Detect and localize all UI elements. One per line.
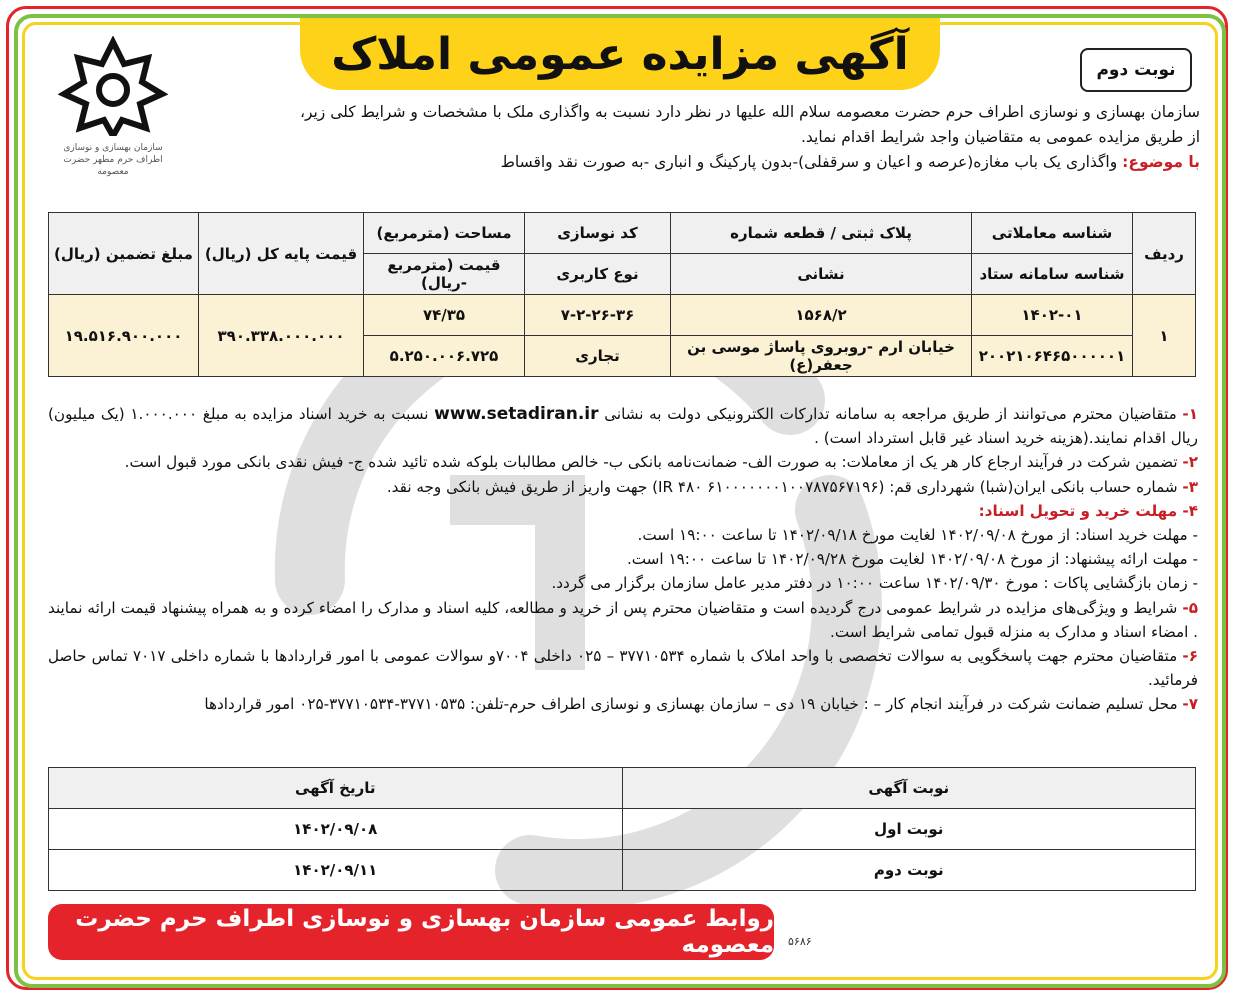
header-row-index: ردیف xyxy=(1133,213,1196,295)
header-address: نشانی xyxy=(671,254,972,295)
conditions-list xyxy=(48,402,1198,717)
header-ad-turn: نوبت آگهی xyxy=(622,768,1196,809)
subject-line xyxy=(200,150,1200,175)
table-row xyxy=(49,850,1196,891)
cell-area: ۷۴/۳۵ xyxy=(364,295,525,336)
cell-plaque: ۱۵۶۸/۲ xyxy=(671,295,972,336)
condition-4-title: ۴- مهلت خرید و تحویل اسناد: xyxy=(978,501,1198,520)
header-unit-price: قیمت (مترمربع -ریال) xyxy=(364,254,525,295)
intro-text xyxy=(200,100,1200,175)
header-guarantee: مبلغ تضمین (ریال) xyxy=(49,213,199,295)
organization-logo-icon xyxy=(58,36,168,136)
subject-text: واگذاری یک باب مغازه(عرصه و اعیان و سرقفلی)-بدون پارکینگ و انباری -به صورت نقد واقساط xyxy=(500,153,1123,171)
cell-date: ۱۴۰۲/۰۹/۰۸ xyxy=(49,809,623,850)
condition-4b: - مهلت ارائه پیشنهاد: از مورخ ۱۴۰۲/۰۹/۰۸ لغایت مورخ ۱۴۰۲/۰۹/۲۸ تا ساعت ۱۹:۰۰ است. xyxy=(626,550,1198,569)
cell-deal-id: ۱۴۰۲-۰۱ xyxy=(972,295,1133,336)
cell-index: ۱ xyxy=(1133,295,1196,377)
condition-5: ۵- شرایط و ویژگی‌های مزایده در شرایط عمومی درج گردیده است و متقاضیان محترم پس از خرید و مطالعه، کلیه اسناد و مدارک را امضاء کرده و به همراه پیشنهاد قیمت ارائه نمایند . امضاء اسناد و مدارک به منزله قبول تمامی شرایط است. xyxy=(48,598,1198,641)
property-table xyxy=(48,212,1196,377)
condition-2: ۲- تضمین شرکت در فرآیند ارجاع کار هر یک از معاملات: به صورت الف- ضمانت‌نامه بانکی ب- خالص مطالبات بلوکه شده تائید شده ج- فیش نقدی بانکی مورد قبول است. xyxy=(124,453,1198,472)
cell-turn: نوبت دوم xyxy=(622,850,1196,891)
cell-date: ۱۴۰۲/۰۹/۱۱ xyxy=(49,850,623,891)
header-base-price: قیمت پایه کل (ریال) xyxy=(199,213,364,295)
setadiran-link[interactable]: www.setadiran.ir xyxy=(434,404,599,424)
cell-unit-price: ۵.۲۵۰.۰۰۶.۷۲۵ xyxy=(364,336,525,377)
intro-line-2: از طریق مزایده عمومی به متقاضیان واجد شرایط اقدام نماید. xyxy=(800,128,1200,146)
header-usage-type: نوع کاربری xyxy=(525,254,671,295)
cell-address: خیابان ارم -روبروی پاساژ موسی بن جعفر(ع) xyxy=(671,336,972,377)
header-deal-id: شناسه معاملاتی xyxy=(972,213,1133,254)
footer-text: روابط عمومی سازمان بهسازی و نوسازی اطراف حرم حضرت معصومه xyxy=(75,906,774,958)
header-renovation-code: کد نوسازی xyxy=(525,213,671,254)
header-plaque: پلاک ثبتی / قطعه شماره xyxy=(671,213,972,254)
condition-4c: - زمان بازگشایی پاکات : مورخ ۱۴۰۲/۰۹/۳۰ ساعت ۱۰:۰۰ در دفتر مدیر عامل سازمان برگزار می گردد. xyxy=(551,574,1198,593)
header-ad-date: تاریخ آگهی xyxy=(49,768,623,809)
cell-renovation-code: ۷-۲-۲۶-۳۶ xyxy=(525,295,671,336)
condition-6: ۶- متقاضیان محترم جهت پاسخگویی به سوالات تخصصی با واحد املاک با شماره ۳۷۷۱۰۵۳۴ – ۰۲۵ داخلی ۷۰۰۴و سوالات عمومی با امور قراردادها با شماره داخلی ۷۰۱۷ تماس حاصل فرمائید. xyxy=(48,647,1198,690)
turn-badge: نوبت دوم xyxy=(1080,48,1192,92)
intro-line-1: سازمان بهسازی و نوسازی اطراف حرم حضرت معصومه سلام الله علیها در نظر دارد نسبت به واگذاری ملک با مشخصات و شرایط کلی زیر، xyxy=(299,103,1200,121)
subject-label: با موضوع: xyxy=(1122,153,1200,171)
condition-1: ۱- متقاضیان محترم می‌توانند از طریق مراجعه به سامانه تدارکات الکترونیکی دولت به نشانی www.setadiran.ir نسبت به خرید اسناد مزایده به مبلغ ۱.۰۰۰.۰۰۰ (یک میلیون) ریال اقدام نمایند.(هزینه خرید اسناد غیر قابل استرداد است) . xyxy=(48,404,1198,448)
cell-turn: نوبت اول xyxy=(622,809,1196,850)
condition-4a: - مهلت خرید اسناد: از مورخ ۱۴۰۲/۰۹/۰۸ لغایت مورخ ۱۴۰۲/۰۹/۱۸ تا ساعت ۱۹:۰۰ است. xyxy=(637,526,1198,545)
ad-dates-table xyxy=(48,767,1196,891)
condition-7: ۷- محل تسلیم ضمانت شرکت در فرآیند انجام کار – : خیابان ۱۹ دی – سازمان بهسازی و نوسازی اطراف حرم-تلفن: ۳۷۷۱۰۵۳۵-۳۷۷۱۰۵۳۴-۰۲۵ امور قراردادها xyxy=(204,695,1198,714)
table-row xyxy=(49,295,1196,336)
header-area: مساحت (مترمربع) xyxy=(364,213,525,254)
cell-usage-type: تجاری xyxy=(525,336,671,377)
header-setad-id: شناسه سامانه ستاد xyxy=(972,254,1133,295)
table-row xyxy=(49,809,1196,850)
organization-logo xyxy=(58,36,168,176)
footer-banner xyxy=(48,904,774,960)
condition-3: ۳- شماره حساب بانکی ایران(شبا) شهرداری قم: (IR ۴۸۰ ۶۱۰۰۰۰۰۰۰۱۰۰۷۸۷۵۶۷۱۹۶) جهت واریز از طریق فیش بانکی وجه نقد. xyxy=(386,477,1198,496)
title-banner xyxy=(300,18,940,90)
cell-guarantee: ۱۹.۵۱۶.۹۰۰.۰۰۰ xyxy=(49,295,199,377)
ad-code: ۵۶۸۶ xyxy=(788,935,812,948)
cell-setad-id: ۲۰۰۲۱۰۶۴۶۵۰۰۰۰۰۱ xyxy=(972,336,1133,377)
page-title: آگهی مزایده عمومی املاک xyxy=(331,28,909,80)
cell-base-price: ۳۹۰.۳۳۸.۰۰۰.۰۰۰ xyxy=(199,295,364,377)
logo-caption: سازمان بهسازی و نوسازی اطراف حرم مطهر حضرت معصومه xyxy=(63,143,163,177)
